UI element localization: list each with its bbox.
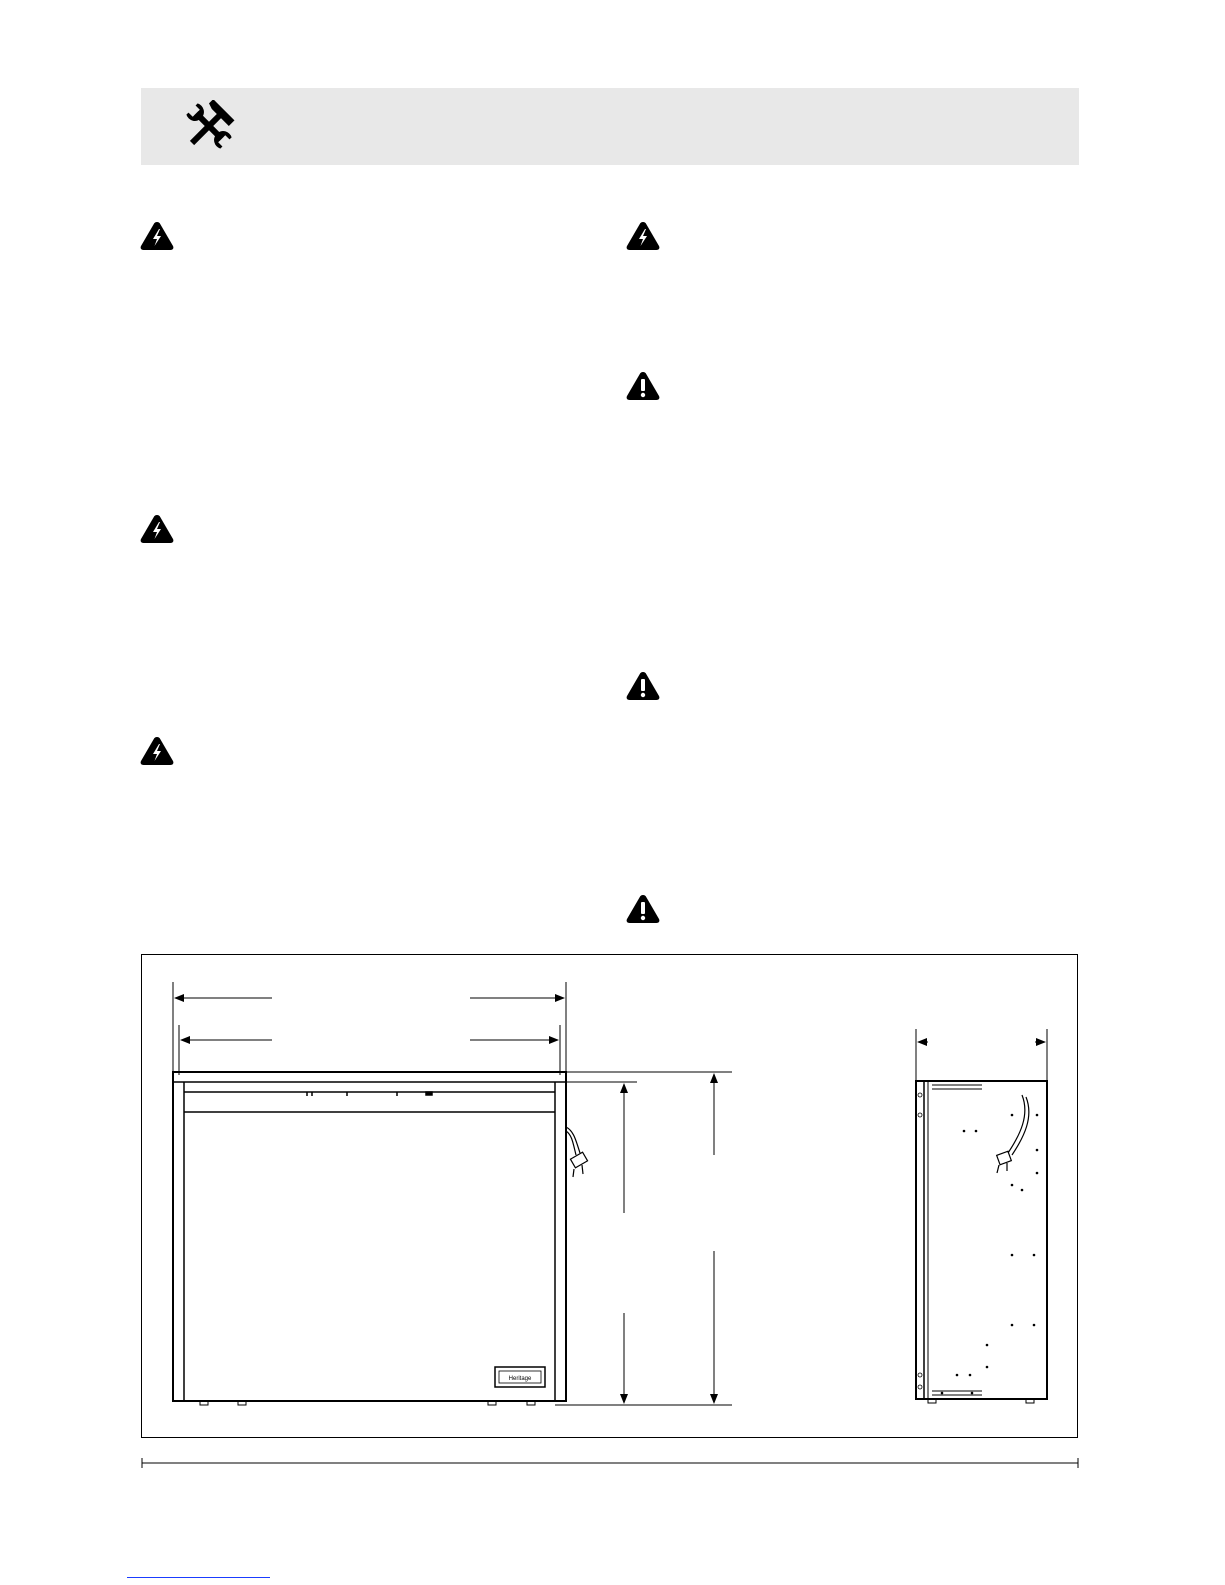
footer-link-underline[interactable] (127, 1577, 270, 1578)
side-view-screw-holes (941, 1114, 1039, 1395)
fireplace-insert-front-view (173, 982, 732, 1405)
electric-shock-warning-icon (139, 220, 175, 254)
caution-exclamation-icon (625, 670, 661, 704)
caution-exclamation-icon (625, 370, 661, 404)
electric-shock-warning-icon (139, 735, 175, 769)
electric-shock-warning-icon (139, 513, 175, 547)
dimension-drawing-frame (141, 954, 1078, 1438)
fireplace-insert-side-view (916, 1029, 1047, 1403)
footer-rule (141, 1456, 1079, 1468)
caution-exclamation-icon (625, 893, 661, 927)
electric-shock-warning-icon (625, 220, 661, 254)
tools-hammer-wrench-icon (179, 100, 239, 152)
section-header-bar (141, 88, 1079, 165)
nameplate-label: Heritage (508, 1376, 532, 1382)
